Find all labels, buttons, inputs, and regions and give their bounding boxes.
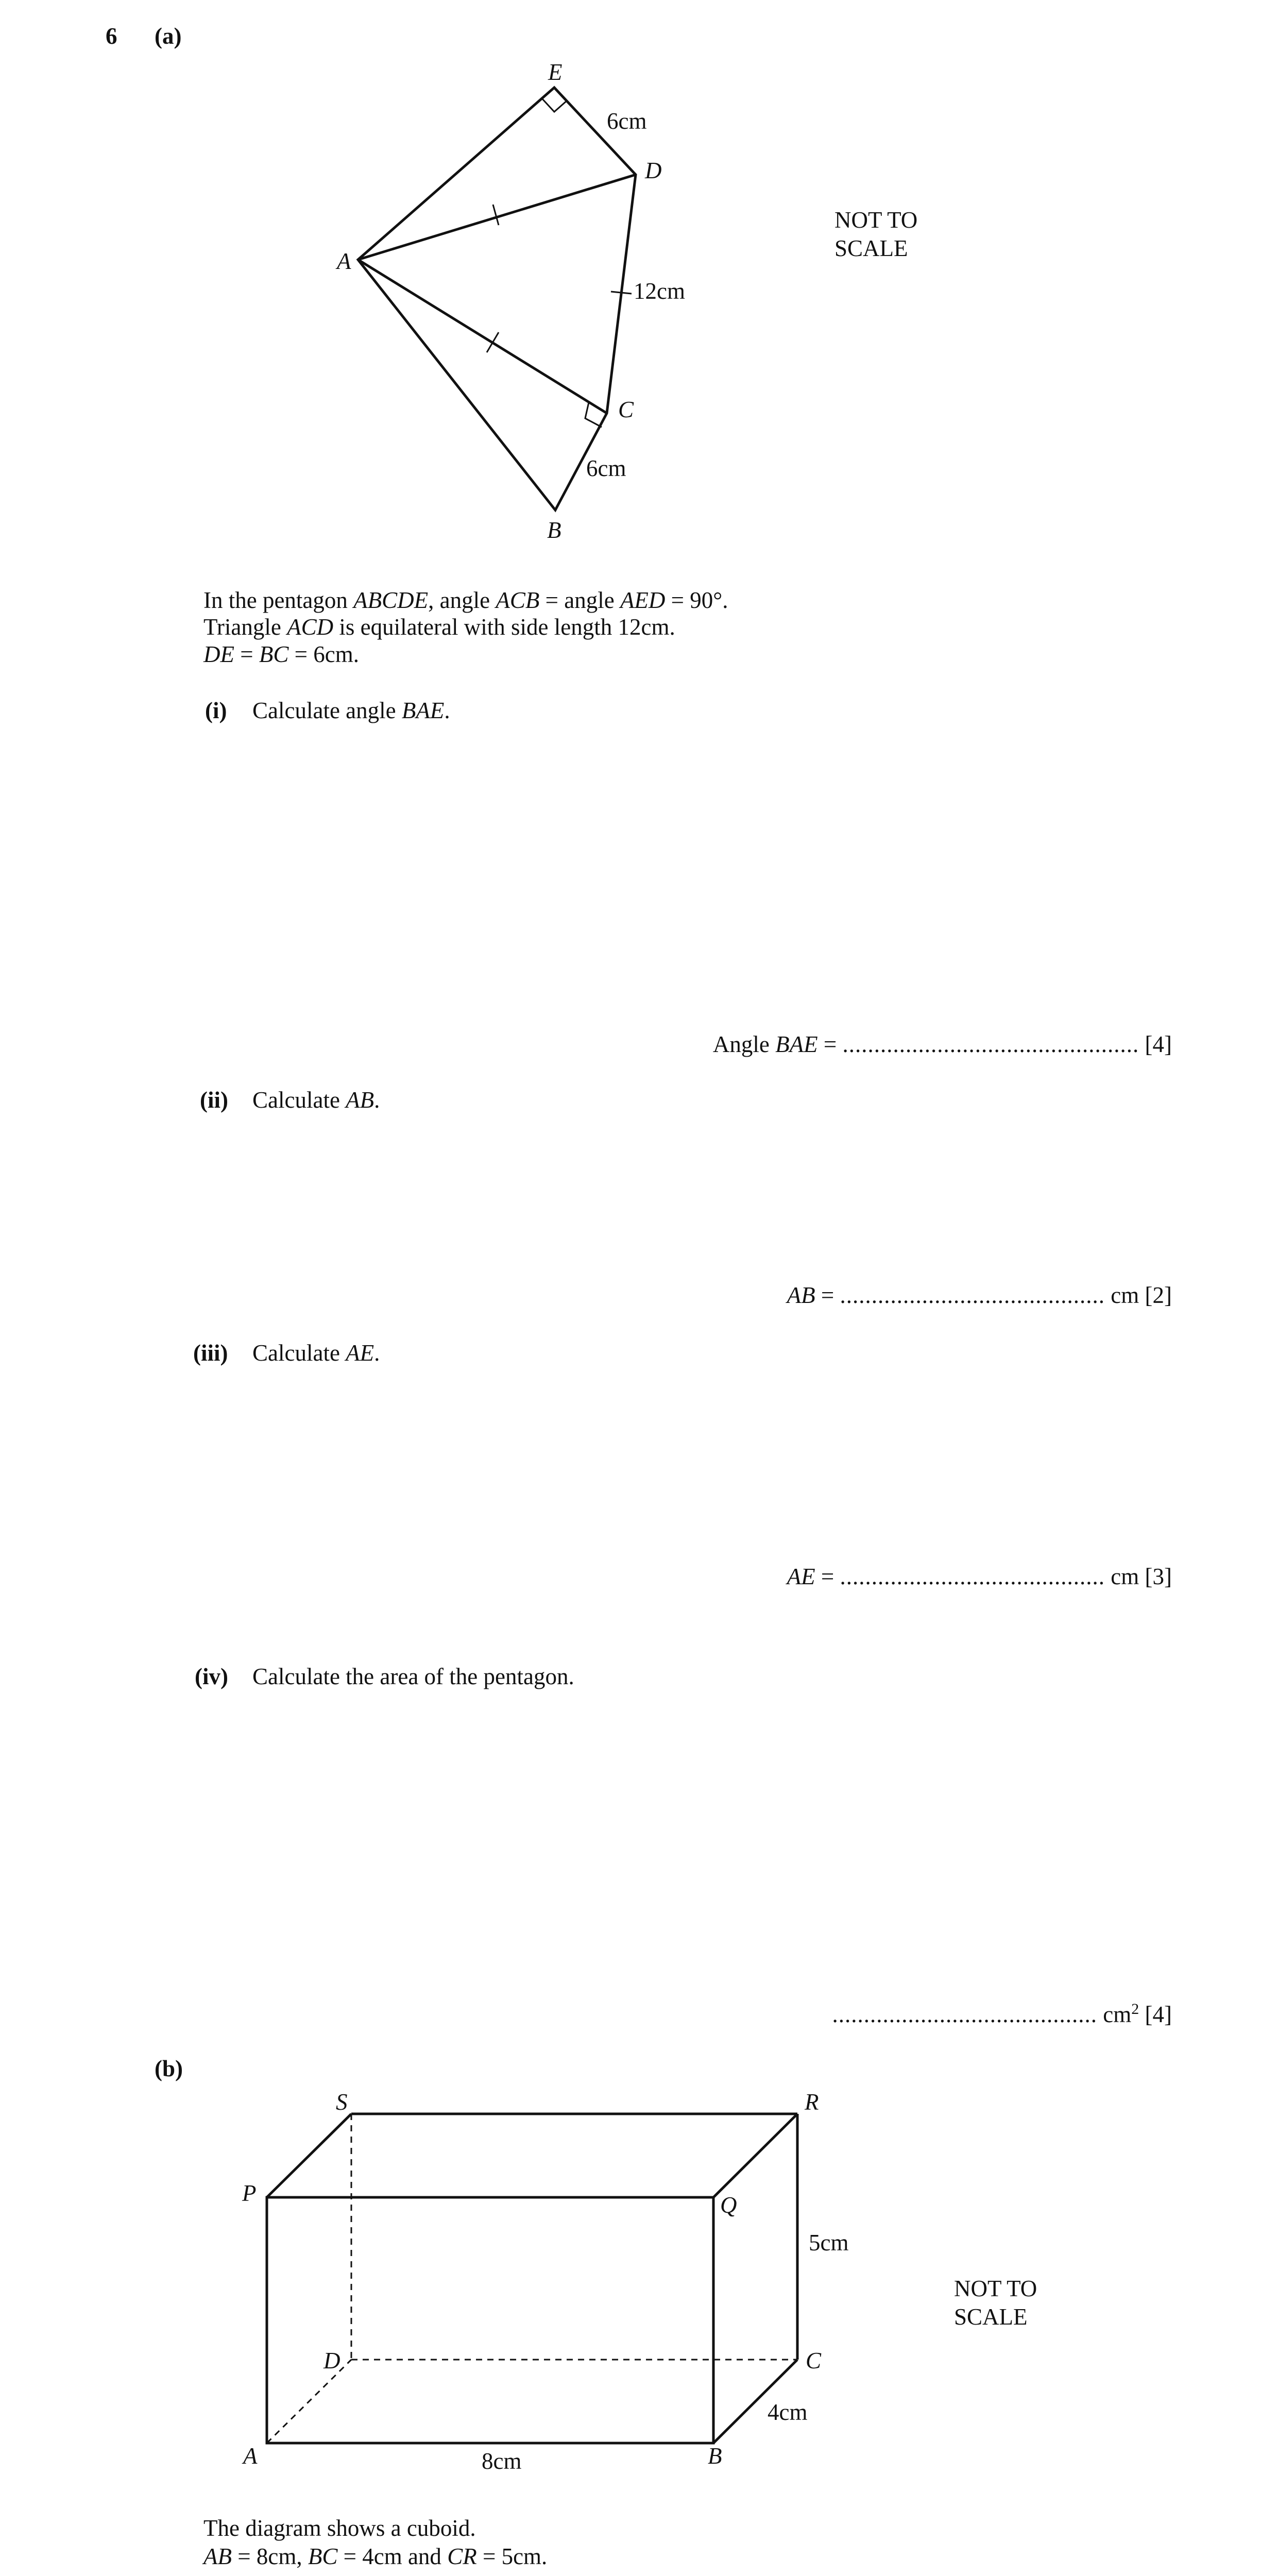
vertex-label-d: D bbox=[645, 158, 662, 183]
cuboid-front-face bbox=[267, 2197, 713, 2443]
edge-qr bbox=[713, 2114, 797, 2197]
vertex-label-a: A bbox=[337, 248, 351, 274]
part-a-iv-label: (iv) bbox=[195, 1664, 228, 1689]
vertex-label-e: E bbox=[548, 59, 563, 85]
length-label-bc: 4cm bbox=[768, 2399, 808, 2425]
vertex-label-s: S bbox=[336, 2089, 348, 2115]
not-to-scale-a-line1: NOT TO bbox=[834, 207, 918, 233]
part-a-i-question: Calculate angle BAE. bbox=[252, 698, 450, 723]
question-number: 6 bbox=[106, 23, 117, 49]
length-label-cb: 6cm bbox=[586, 455, 626, 481]
stem-a-line2: Triangle ACD is equilateral with side length 12cm. bbox=[203, 614, 675, 640]
part-a-iii-question: Calculate AE. bbox=[252, 1340, 380, 1366]
length-label-dc: 12cm bbox=[634, 278, 685, 304]
vertex-label-a: A bbox=[243, 2443, 258, 2469]
stem-a-line3: DE = BC = 6cm. bbox=[203, 641, 360, 667]
part-a-label: (a) bbox=[155, 23, 182, 49]
part-a-iv-question: Calculate the area of the pentagon. bbox=[252, 1664, 574, 1689]
not-to-scale-b-line1: NOT TO bbox=[954, 2276, 1037, 2301]
length-label-cr: 5cm bbox=[809, 2230, 849, 2256]
not-to-scale-a-line2: SCALE bbox=[834, 235, 908, 261]
vertex-label-q: Q bbox=[720, 2192, 737, 2218]
stem-b-line2: AB = 8cm, BC = 4cm and CR = 5cm. bbox=[203, 2544, 548, 2569]
marks-a-iv: [4] bbox=[1145, 2002, 1172, 2027]
part-b-label: (b) bbox=[155, 2056, 183, 2081]
stem-a-line1: In the pentagon ABCDE, angle ACB = angle AED = 90°. bbox=[203, 587, 728, 613]
length-label-ed: 6cm bbox=[607, 108, 647, 134]
marks-a-ii: [2] bbox=[1145, 1282, 1172, 1308]
length-label-ab: 8cm bbox=[482, 2448, 522, 2474]
part-a-iii-label: (iii) bbox=[193, 1340, 228, 1366]
answer-line-a-iv[interactable]: .......................................... $cm^2$ [4] bbox=[832, 2001, 1172, 2027]
vertex-label-r: R bbox=[805, 2089, 819, 2115]
part-a-i-label: (i) bbox=[205, 698, 227, 723]
marks-a-iii: [3] bbox=[1145, 1564, 1172, 1589]
vertex-label-d: D bbox=[323, 2348, 340, 2374]
vertex-label-c: C bbox=[618, 397, 634, 422]
answer-line-a-iii[interactable]: AE = .......................................... cm [3] bbox=[787, 1564, 1172, 1589]
answer-line-a-i[interactable]: Angle BAE = ............................................... [4] bbox=[712, 1031, 1172, 1057]
vertex-label-b: B bbox=[708, 2443, 722, 2469]
part-a-ii-label: (ii) bbox=[200, 1087, 228, 1113]
marks-a-i: [4] bbox=[1145, 1031, 1172, 1057]
vertex-label-c: C bbox=[806, 2348, 822, 2374]
answer-line-a-ii[interactable]: AB = .......................................... cm [2] bbox=[787, 1282, 1172, 1308]
stem-b-line1: The diagram shows a cuboid. bbox=[203, 2515, 476, 2541]
not-to-scale-b-line2: SCALE bbox=[954, 2304, 1028, 2330]
vertex-label-p: P bbox=[242, 2180, 257, 2206]
vertex-label-b: B bbox=[547, 517, 561, 543]
edge-pq-to-sr bbox=[267, 2114, 351, 2197]
part-a-ii-question: Calculate AB. bbox=[252, 1087, 380, 1113]
